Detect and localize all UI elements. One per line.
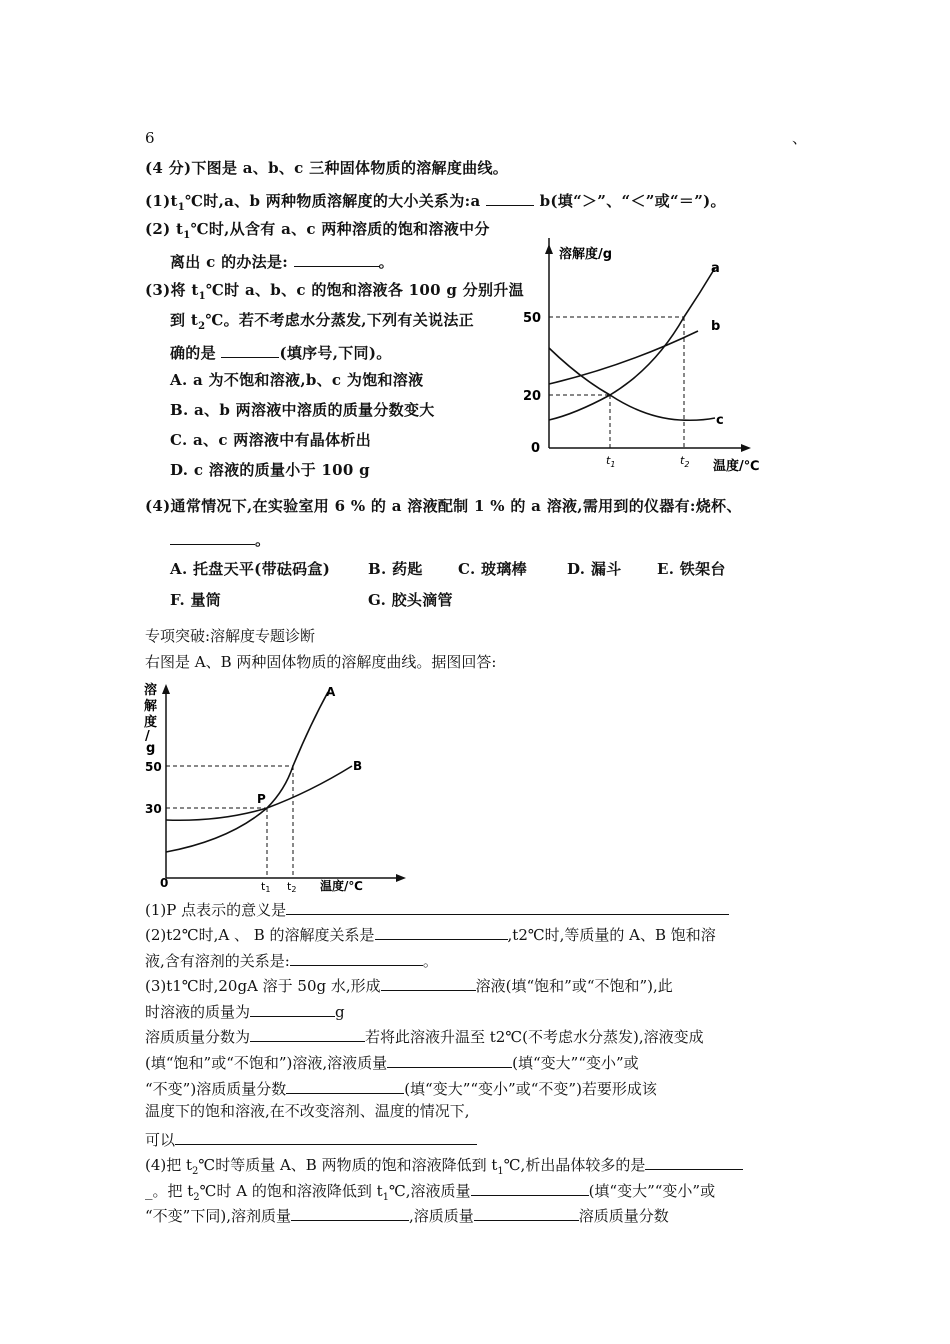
answer-blank[interactable]	[170, 530, 255, 545]
x-tick-t2: t2	[287, 880, 297, 894]
qs-3-line3: 溶质质量分数为 若将此溶液升温至 t2℃(不考虑水分蒸发),溶液变成	[145, 1028, 704, 1046]
instrument-f: F. 量筒	[170, 591, 222, 609]
q6-part3-line3: 确的是 (填序号,下同)。	[170, 344, 392, 362]
y-tick-30: 30	[145, 802, 162, 816]
q6-part3-line2: 到 $t_2℃$。若不考虑水分蒸发,下列有关说法正	[170, 311, 474, 332]
answer-blank[interactable]	[294, 252, 379, 267]
point-p-label: P	[257, 792, 266, 806]
answer-blank[interactable]	[250, 1027, 365, 1042]
svg-text:解: 解	[144, 699, 158, 714]
answer-blank[interactable]	[474, 1206, 579, 1221]
y-tick-20: 20	[523, 389, 542, 404]
curve-b-label: b	[711, 319, 721, 334]
qs-2-line2: 液,含有溶剂的关系是: 。	[145, 952, 438, 970]
section-intro: 右图是 A、B 两种固体物质的溶解度曲线。据图回答:	[145, 653, 497, 671]
qs-2: (2)t2℃时,A 、 B 的溶解度关系是 ,t2℃时,等质量的 A、B 饱和溶	[145, 926, 716, 944]
answer-blank[interactable]	[175, 1130, 477, 1145]
x-tick-t2: $t_2$	[680, 454, 690, 469]
q6-part3: (3)将 $t_1℃$时 a、b、c 的饱和溶液各 100 g 分别升温	[145, 281, 524, 302]
x-tick-t1: $t_1$	[606, 454, 616, 469]
solubility-graph-AB	[140, 680, 420, 895]
answer-blank[interactable]	[387, 1053, 512, 1068]
qs-4-line3: “不变”下同),溶剂质量 ,溶质质量 溶质质量分数	[145, 1207, 669, 1225]
x-axis-label: 温度/℃	[713, 459, 760, 474]
answer-blank[interactable]	[286, 900, 729, 915]
y-tick-50: 50	[145, 760, 162, 774]
answer-blank[interactable]	[290, 951, 423, 966]
qs-3-line7: 可以	[145, 1130, 477, 1148]
svg-text:/: /	[145, 729, 150, 744]
qs-3-line5: “不变”)溶质质量分数 (填“变大”“变小”或“不变”)若要形成该	[145, 1080, 657, 1098]
answer-blank[interactable]	[645, 1155, 743, 1170]
option-a: A. a 为不饱和溶液,b、c 为饱和溶液	[170, 371, 424, 389]
curve-a-label: a	[711, 261, 720, 276]
answer-blank[interactable]	[221, 343, 279, 358]
x-axis-label: 温度/℃	[320, 879, 363, 893]
q6-part4-line2: 。	[170, 530, 270, 548]
instrument-c: C. 玻璃棒	[458, 560, 527, 578]
answer-blank[interactable]	[486, 191, 534, 206]
svg-text:度: 度	[144, 715, 158, 730]
option-d: D. c 溶液的质量小于 100 g	[170, 461, 370, 479]
qs-3: (3)t1℃时,20gA 溶于 50g 水,形成 溶液(填“饱和”或“不饱和”),此	[145, 977, 673, 995]
qs-3-line4: (填“饱和”或“不饱和”)溶液,溶液质量 (填“变大”“变小”或	[145, 1054, 639, 1072]
origin-label: 0	[160, 876, 169, 890]
instrument-a: A. 托盘天平(带砝码盒)	[170, 560, 331, 578]
qs-3-line6: 温度下的饱和溶液,在不改变溶剂、温度的情况下,	[145, 1102, 470, 1120]
question-number: 6	[145, 129, 155, 147]
y-axis-label: 溶解度/g	[559, 247, 613, 262]
answer-blank[interactable]	[375, 925, 508, 940]
option-c: C. a、c 两溶液中有晶体析出	[170, 431, 371, 449]
y-axis-arrow	[545, 244, 553, 254]
q6-part2-line2: 离出 c 的办法是: 。	[170, 253, 394, 271]
section-title: 专项突破:溶解度专题诊断	[145, 627, 316, 645]
qs-3-line2: 时溶液的质量为 g	[145, 1003, 345, 1021]
answer-blank[interactable]	[250, 1002, 335, 1017]
svg-text:g: g	[146, 741, 156, 756]
x-axis-arrow	[741, 444, 751, 452]
curve-a	[549, 268, 715, 420]
curve-c-label: c	[716, 413, 724, 428]
curve-B-label: B	[353, 759, 363, 773]
qs-4-line2: _。把 $t_2℃$时 A 的饱和溶液降低到 $t_1℃$,溶液质量 (填“变大”“变小”或	[145, 1182, 716, 1203]
instrument-e: E. 铁架台	[657, 560, 726, 578]
instrument-d: D. 漏斗	[567, 560, 622, 578]
y-axis-label	[144, 682, 158, 756]
answer-blank[interactable]	[286, 1079, 404, 1094]
y-axis-arrow	[162, 684, 170, 694]
solubility-graph-abc	[515, 238, 765, 478]
qs-4: (4)把 $t_2℃$时等质量 A、B 两物质的饱和溶液降低到 $t_1℃$,析出晶体较多的是	[145, 1155, 743, 1177]
curve-A	[166, 692, 328, 852]
q6-part1: $(1)t_1℃$时,a、b 两种物质溶解度的大小关系为:a b(填“＞”、“＜”或“＝”)。	[145, 192, 726, 213]
q6-intro: (4 分)下图是 a、b、c 三种固体物质的溶解度曲线。	[145, 159, 509, 177]
instrument-g: G. 胶头滴管	[368, 591, 453, 609]
curve-A-label: A	[326, 685, 336, 699]
answer-blank[interactable]	[291, 1206, 409, 1221]
q6-part4: (4)通常情况下,在实验室用 6 % 的 a 溶液配制 1 % 的 a 溶液,需用到的仪器有:烧杯、	[145, 497, 742, 515]
qs-1: (1)P 点表示的意义是	[145, 900, 729, 918]
x-axis-arrow	[396, 874, 406, 882]
corner-mark: 、	[792, 129, 808, 147]
x-tick-t1: t1	[261, 880, 271, 894]
option-b: B. a、b 两溶液中溶质的质量分数变大	[170, 401, 435, 419]
instrument-b: B. 药匙	[368, 560, 423, 578]
q6-part2: (2) $t_1℃$时,从含有 a、c 两种溶质的饱和溶液中分	[145, 220, 490, 241]
answer-blank[interactable]	[471, 1181, 589, 1196]
curve-b	[549, 331, 698, 384]
svg-text:溶: 溶	[144, 683, 158, 698]
answer-blank[interactable]	[381, 976, 476, 991]
y-tick-50: 50	[523, 311, 542, 326]
origin-label: 0	[531, 441, 541, 456]
